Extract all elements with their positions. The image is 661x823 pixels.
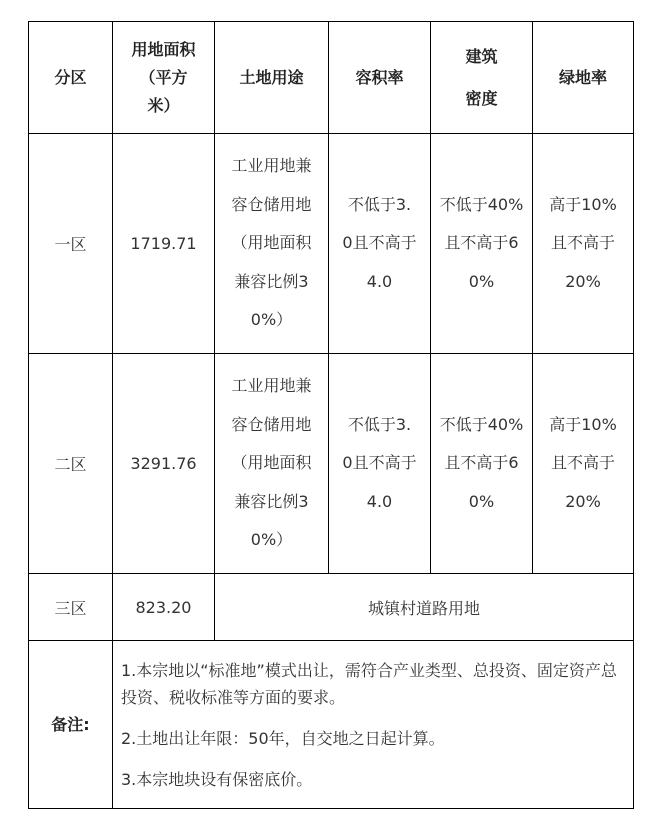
land-use-cell: 工业用地兼 容仓储用地 （用地面积 兼容比例3 0%） [215,134,329,354]
far-cell: 不低于3. 0且不高于 4.0 [329,354,431,574]
note-item: 3.本宗地块设有保密底价。 [121,769,313,789]
header-building-density: 建筑 密度 [431,22,533,134]
zone-cell: 一区 [29,134,113,354]
table-row [29,134,634,354]
area-cell: 1719.71 [113,134,215,354]
land-use-cell: 工业用地兼 容仓储用地 （用地面积 兼容比例3 0%） [215,354,329,574]
density-cell: 不低于40% 且不高于6 0% [431,134,533,354]
notes-cell [113,641,634,809]
header-row [29,22,634,134]
area-cell: 823.20 [113,574,215,641]
density-cell: 不低于40% 且不高于6 0% [431,354,533,574]
land-use-cell: 城镇村道路用地 [215,574,634,641]
notes-label: 备注: [29,641,113,809]
note-item: 1.本宗地以“标准地”模式出让，需符合产业类型、总投资、固定资产总投资、税收标准等方面的要求。 [121,660,617,707]
green-ratio-cell: 高于10% 且不高于 20% [533,134,634,354]
header-floor-area-ratio: 容积率 [329,22,431,134]
notes-row [29,641,634,809]
zone-cell: 三区 [29,574,113,641]
table-row [29,354,634,574]
header-green-ratio: 绿地率 [533,22,634,134]
green-ratio-cell: 高于10% 且不高于 20% [533,354,634,574]
area-cell: 3291.76 [113,354,215,574]
header-area: 用地面积 （平方 米） [113,22,215,134]
land-parcel-table [28,21,634,809]
header-zone: 分区 [29,22,113,134]
zone-cell: 二区 [29,354,113,574]
table-row [29,574,634,641]
note-item: 2.土地出让年限：50年，自交地之日起计算。 [121,728,445,748]
header-land-use: 土地用途 [215,22,329,134]
far-cell: 不低于3. 0且不高于 4.0 [329,134,431,354]
